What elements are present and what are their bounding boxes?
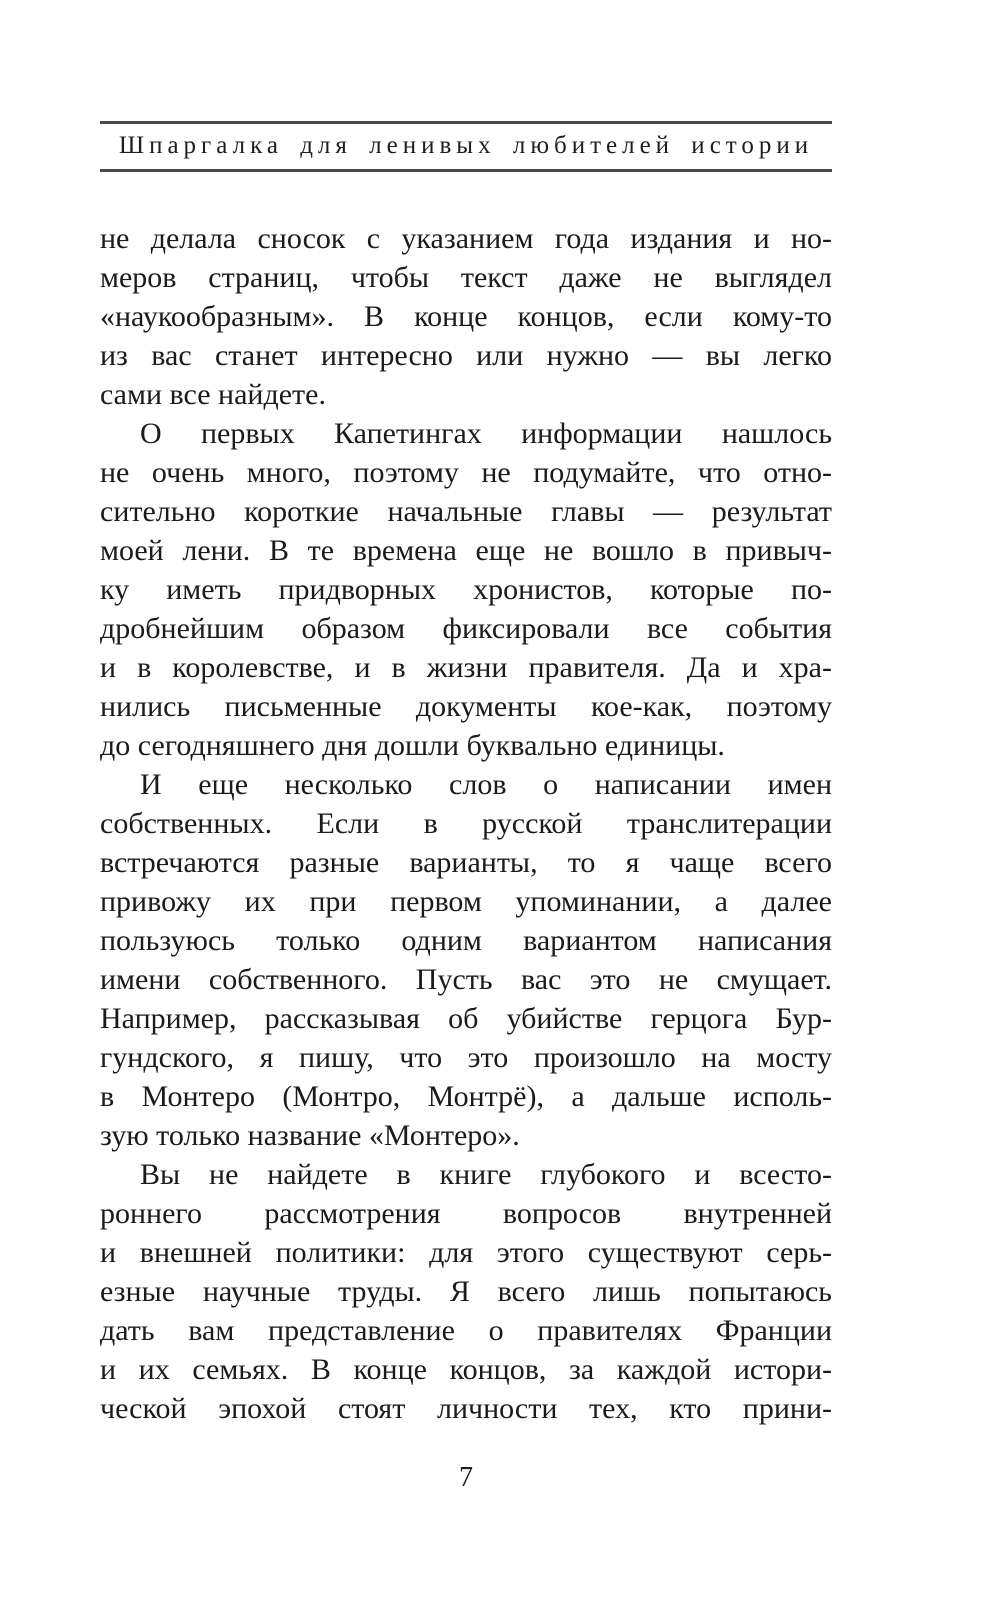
page-number: 7 (459, 1462, 473, 1493)
paragraph (100, 1155, 832, 1428)
text-line: не делала сносок с указанием года издания и но- (100, 222, 832, 255)
text-line: ку иметь придворных хронистов, которые по- (100, 573, 832, 606)
text-line: «наукообразным». В конце концов, если кому-то (100, 300, 832, 333)
text-line: дробнейшим образом фиксировали все события (100, 612, 832, 645)
text-line: И еще несколько слов о написании имен (140, 768, 832, 801)
paragraph (100, 219, 832, 414)
text-line: езные научные труды. Я всего лишь попытаюсь (100, 1275, 832, 1308)
text-line: сительно короткие начальные главы — результат (100, 495, 832, 528)
text-line: и их семьях. В конце концов, за каждой истори- (100, 1353, 832, 1386)
running-header (100, 121, 832, 172)
text-column (100, 219, 832, 1428)
text-line: собственных. Если в русской транслитерации (100, 807, 832, 840)
text-line: меров страниц, чтобы текст даже не выглядел (100, 261, 832, 294)
text-line: Вы не найдете в книге глубокого и всесто- (140, 1158, 832, 1191)
text-line: в Монтеро (Монтро, Монтрё), а дальше исполь- (100, 1080, 832, 1113)
text-line: роннего рассмотрения вопросов внутренней (100, 1197, 832, 1230)
text-line: моей лени. В те времена еще не вошло в привыч- (100, 534, 832, 567)
text-line: из вас станет интересно или нужно — вы легко (100, 339, 832, 372)
text-line: сами все найдете. (100, 378, 326, 411)
text-line: и внешней политики: для этого существуют серь- (100, 1236, 832, 1269)
paragraph (100, 765, 832, 1155)
text-line: не очень много, поэтому не подумайте, что отно- (100, 456, 832, 489)
text-line: Например, рассказывая об убийстве герцога Бур- (100, 1002, 832, 1035)
text-line: дать вам представление о правителях Франции (100, 1314, 832, 1347)
text-line: О первых Капетингах информации нашлось (140, 417, 832, 450)
text-line: пользуюсь только одним вариантом написания (100, 924, 832, 957)
text-line: до сегодняшнего дня дошли буквально единицы. (100, 729, 725, 762)
paragraph (100, 414, 832, 765)
text-line: и в королевстве, и в жизни правителя. Да и хра- (100, 651, 832, 684)
running-header-title: Шпаргалка для ленивых любителей истории (118, 132, 814, 159)
text-line: ческой эпохой стоят личности тех, кто прини- (100, 1392, 832, 1425)
text-line: встречаются разные варианты, то я чаще всего (100, 846, 832, 879)
text-line: зую только название «Монтеро». (100, 1119, 520, 1152)
text-line: имени собственного. Пусть вас это не смущает. (100, 963, 832, 996)
text-line: гундского, я пишу, что это произошло на мосту (100, 1041, 832, 1074)
text-line: нились письменные документы кое-как, поэтому (100, 690, 832, 723)
text-line: привожу их при первом упоминании, а далее (100, 885, 832, 918)
